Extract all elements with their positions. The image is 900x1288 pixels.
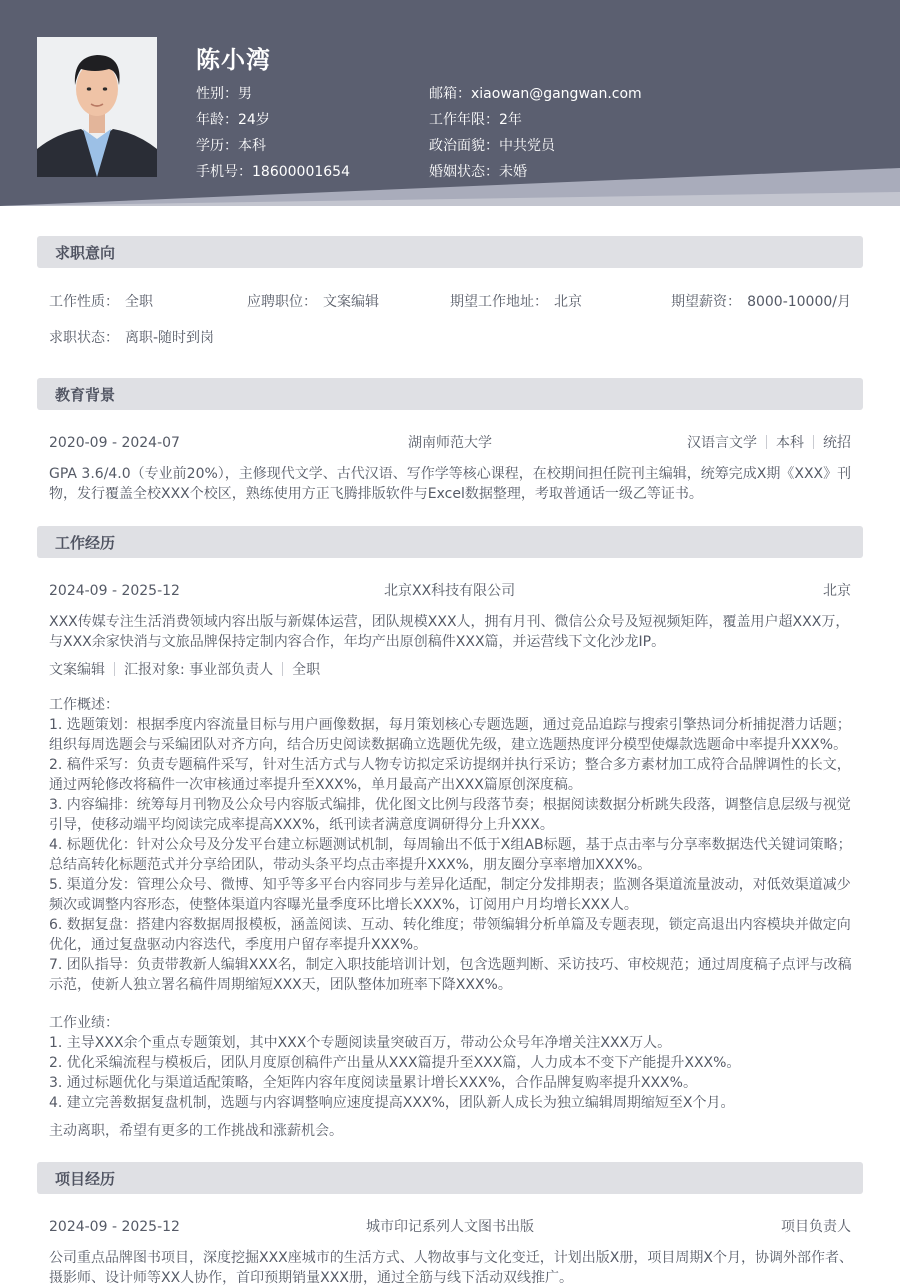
text-line: 1. 选题策划：根据季度内容流量目标与用户画像数据，每月策划核心专题选题，通过竞品追踪与搜索引擎热词分析捕捉潜力话题； — [49, 717, 851, 733]
intent-type-value: 全职 — [125, 294, 153, 310]
intent-type — [49, 292, 153, 312]
marital-info: 婚姻状态：未婚 — [429, 164, 527, 180]
text-line: 7. 团队指导：负责带教新人编辑XXX名，制定入职技能培训计划，包含选题判断、采访技巧、审校规范；通过周度稿子点评与改稿 — [49, 957, 852, 973]
divider — [766, 435, 767, 449]
intent-salary-value: 8000-10000/月 — [747, 294, 851, 310]
education-period: 2020-09 - 2024-07 — [49, 435, 180, 451]
text-line: 优化，通过复盘驱动内容迭代，季度用户留存率提升XXX%。 — [49, 937, 428, 953]
education-description — [49, 464, 855, 504]
job-type: 全职 — [292, 662, 321, 678]
work-city: 北京 — [823, 583, 851, 599]
text-line: 频次或调整内容形态，使整体渠道内容曝光量季度环比增长XXX%，订阅用户月均增长XXX人。 — [49, 897, 638, 913]
text-line: 物，发行覆盖全校XXX个校区，熟练使用方正飞腾排版软件与Excel数据整理，考取普通话一级乙等证书。 — [49, 486, 703, 502]
text-line: 引导，使移动端平均阅读完成率提高XXX%，纸刊读者满意度调研得分上升XXX。 — [49, 817, 554, 833]
work-achievements — [49, 1013, 855, 1113]
section-title: 教育背景 — [55, 386, 116, 404]
job-role: 文案编辑 — [49, 662, 105, 678]
intent-position — [247, 292, 379, 312]
intent-status-value: 离职-随时到岗 — [125, 330, 215, 346]
work-years-info: 工作年限：2年 — [429, 112, 522, 128]
text-line: 通过两轮修改将稿件一次审核通过率提升至XXX%，单月最高产出XXX篇原创深度稿。 — [49, 777, 582, 793]
phone-info: 手机号：18600001654 — [196, 164, 350, 180]
text-line: 公司重点品牌图书项目，深度挖掘XXX座城市的生活方式、人物故事与文化变迁，计划出版X册，项目周期X个月，协调外部作者、 — [49, 1250, 853, 1266]
divider — [282, 662, 283, 676]
text-line: 2. 稿件采写：负责专题稿件采写，针对生活方式与人物专访拟定采访提纲并执行采访；整合多方素材加工成符合品牌调性的长文， — [49, 757, 851, 773]
education-tags — [687, 433, 851, 453]
project-period: 2024-09 - 2025-12 — [49, 1219, 180, 1235]
age-info: 年龄：24岁 — [196, 112, 270, 128]
text-line: XXX传媒专注生活消费领域内容出版与新媒体运营，团队规模XXX人，拥有月刊、微信公众号及短视频矩阵，覆盖用户超XXX万， — [49, 614, 850, 630]
text-line: GPA 3.6/4.0（专业前20%），主修现代文学、古代汉语、写作学等核心课程，在校期间担任院刊主编辑，统筹完成X期《XXX》刊 — [49, 466, 852, 482]
section-job-intent — [37, 236, 863, 268]
major: 汉语言文学 — [687, 435, 757, 451]
company-intro — [49, 612, 855, 652]
text-line: 4. 建立完善数据复盘机制，选题与内容调整响应速度提高XXX%，团队新人成长为独立编辑周期缩短至X个月。 — [49, 1095, 735, 1111]
intent-location — [450, 292, 582, 312]
work-tags — [49, 660, 320, 680]
company-name: 北京XX科技有限公司 — [384, 583, 516, 599]
text-line: 6. 数据复盘：搭建内容数据周报模板，涵盖阅读、互动、转化维度；带领编辑分析单篇及专题表现，锁定高退出内容模块并做定向 — [49, 917, 851, 933]
section-project-experience — [37, 1162, 863, 1194]
school-name: 湖南师范大学 — [408, 435, 492, 451]
intent-salary — [671, 292, 851, 312]
project-role: 项目负责人 — [781, 1219, 851, 1235]
text-line: 总结高转化标题范式并分享给团队，带动头条平均点击率提升XXX%，朋友圈分享率增加XXX%。 — [49, 857, 652, 873]
section-education — [37, 378, 863, 410]
text-line: 示范，使新人独立署名稿件周期缩短XXX天，团队整体加班率下降XXX%。 — [49, 977, 512, 993]
intent-type-label: 工作性质： — [49, 294, 119, 310]
achievements-title: 工作业绩： — [49, 1015, 119, 1031]
text-line: 4. 标题优化：针对公众号及分发平台建立标题测试机制，每周输出不低于X组AB标题，基于点击率与分享率数据迭代关键词策略； — [49, 837, 852, 853]
text-line: 组织每周选题会与采编团队对齐方向，结合历史阅读数据确立选题优先级，建立选题热度评分模型使爆款选题命中率提升XXX%。 — [49, 737, 848, 753]
overview-title: 工作概述： — [49, 697, 119, 713]
intent-location-value: 北京 — [554, 294, 582, 310]
text-line: 摄影师、设计师等XX人协作，首印预期销量XXX册，通过全筋与线下活动双线推广。 — [49, 1270, 573, 1286]
divider — [813, 435, 814, 449]
intent-location-label: 期望工作地址： — [450, 294, 548, 310]
leave-reason: 主动离职，希望有更多的工作挑战和涨薪机会。 — [49, 1123, 343, 1139]
text-line: 3. 内容编排：统筹每月刊物及公众号内容版式编排，优化图文比例与段落节奏；根据阅读数据分析跳失段落，调整信息层级与视觉 — [49, 797, 851, 813]
text-line: 5. 渠道分发：管理公众号、微博、知乎等多平台内容同步与差异化适配，制定分发排期表；监测各渠道流量波动，对低效渠道减少 — [49, 877, 851, 893]
intent-position-value: 文案编辑 — [323, 294, 379, 310]
section-work-experience — [37, 526, 863, 558]
gender-info: 性别：男 — [196, 86, 252, 102]
project-name: 城市印记系列人文图书出版 — [366, 1219, 534, 1235]
text-line: 3. 通过标题优化与渠道适配策略，全矩阵内容年度阅读量累计增长XXX%，合作品牌复购率提升XXX%。 — [49, 1075, 697, 1091]
degree: 本科 — [776, 435, 804, 451]
email-info: 邮箱：xiaowan@gangwan.com — [429, 86, 642, 102]
text-line: 2. 优化采编流程与模板后，团队月度原创稿件产出量从XXX篇提升至XXX篇，人力成本不变下产能提升XXX%。 — [49, 1055, 741, 1071]
intent-position-label: 应聘职位： — [247, 294, 317, 310]
section-title: 求职意向 — [55, 244, 116, 262]
candidate-name: 陈小湾 — [196, 46, 271, 74]
section-title: 工作经历 — [55, 534, 116, 552]
work-overview — [49, 695, 855, 995]
text-line: 与XXX余家快消与文旅品牌保持定制内容合作，年均产出原创稿件XXX篇，并运营线下文化沙龙IP。 — [49, 634, 666, 650]
project-description — [49, 1248, 855, 1288]
section-title: 项目经历 — [55, 1170, 116, 1188]
political-info: 政治面貌：中共党员 — [429, 138, 555, 154]
education-info: 学历：本科 — [196, 138, 266, 154]
intent-salary-label: 期望薪资： — [671, 294, 742, 310]
divider — [114, 662, 115, 676]
report-to: 汇报对象: 事业部负责人 — [124, 662, 274, 678]
profile-photo — [37, 37, 157, 177]
intent-status — [49, 328, 214, 348]
intent-status-label: 求职状态： — [49, 330, 119, 346]
work-period: 2024-09 - 2025-12 — [49, 583, 180, 599]
admission-type: 统招 — [823, 435, 851, 451]
text-line: 1. 主导XXX余个重点专题策划，其中XXX个专题阅读量突破百万，带动公众号年净增关注XXX万人。 — [49, 1035, 672, 1051]
